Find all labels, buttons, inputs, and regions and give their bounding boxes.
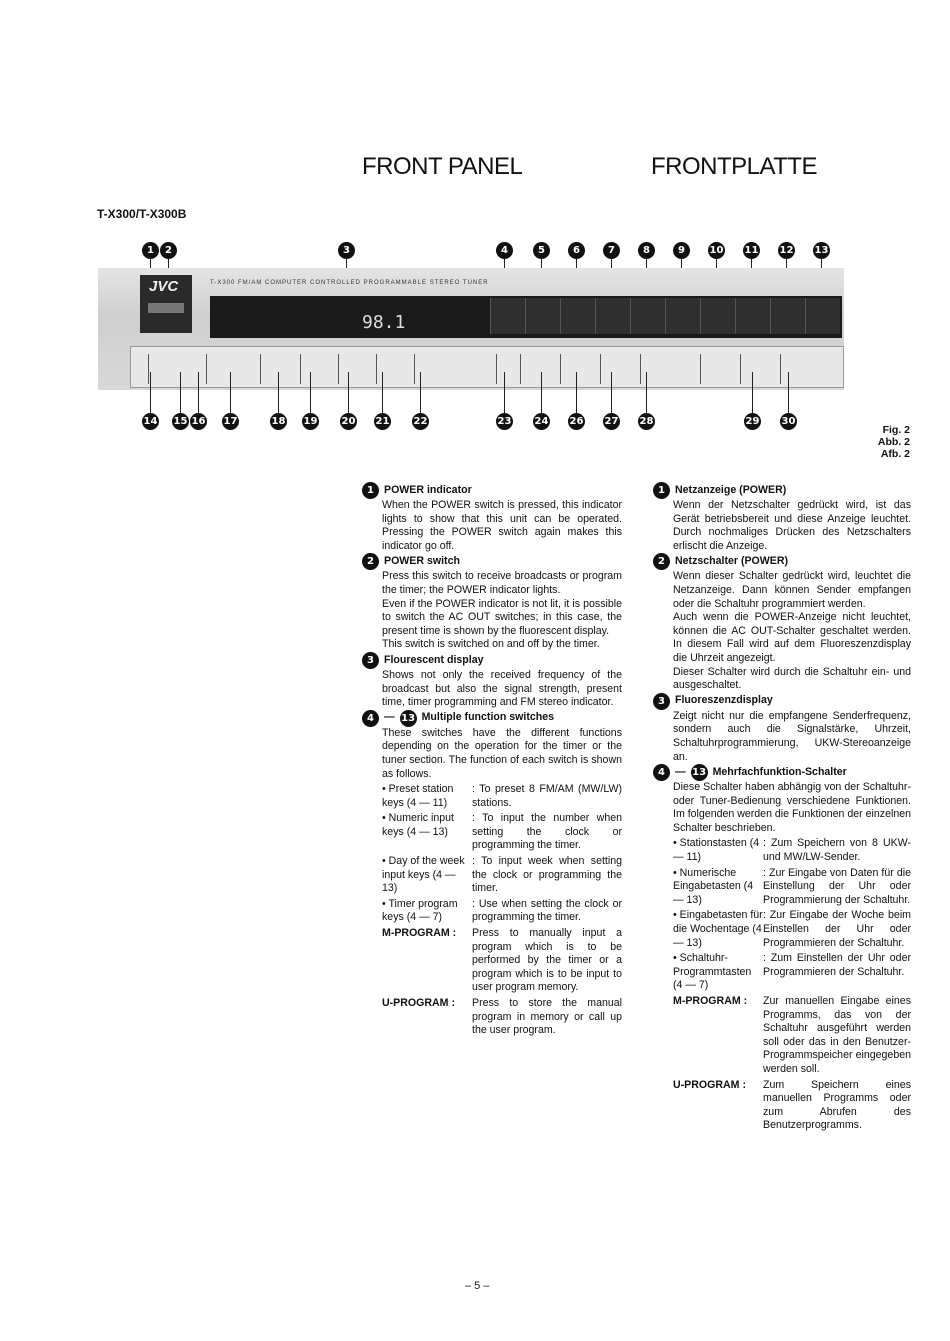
- callout-number: 2: [160, 242, 177, 259]
- item-label: • Stationstasten (4 — 11): [673, 837, 760, 864]
- title-frontplatte: FRONTPLATTE: [651, 153, 818, 180]
- heading-text: Netzanzeige (POWER): [675, 483, 787, 496]
- leader-line: [180, 372, 181, 413]
- item-label: • Day of the week input keys (4 — 13): [382, 855, 465, 895]
- section-text: This switch is switched on and off by the timer.: [382, 638, 600, 651]
- item-desc: : Zum Einstellen der Uhr oder Programmieren der Schaltuhr.: [763, 952, 911, 978]
- section-text: These switches have the different functions depending on the operation for the timer or the tuner section. The function of each switch is shown as follows.: [382, 726, 622, 780]
- power-switch-graphic: [148, 303, 184, 313]
- function-switch: [665, 298, 700, 334]
- figure-label: [850, 424, 910, 460]
- list-item: [673, 1079, 911, 1133]
- function-list: [382, 783, 622, 1038]
- heading-text: POWER switch: [384, 555, 460, 568]
- item-label: • Numeric input keys (4 — 13): [382, 812, 455, 838]
- section-heading: [653, 693, 911, 710]
- list-item: [382, 812, 622, 853]
- leader-line: [420, 372, 421, 413]
- function-list: [673, 837, 911, 1132]
- callout-number: 27: [603, 413, 620, 430]
- fig-nl: Afb. 2: [880, 448, 910, 460]
- key-divider: [300, 354, 301, 384]
- list-item: [382, 855, 622, 896]
- list-item: [382, 997, 622, 1038]
- key-divider: [560, 354, 561, 384]
- key-divider: [780, 354, 781, 384]
- callout-number: 3: [653, 693, 670, 710]
- german-column: [658, 482, 911, 1133]
- key-divider: [520, 354, 521, 384]
- callout-number: 4: [362, 710, 379, 727]
- callout-number: 22: [412, 413, 429, 430]
- item-desc: : To input the number when setting the clock or programming the timer.: [472, 812, 622, 852]
- callout-number: 4: [653, 764, 670, 781]
- fig-en: Fig. 2: [882, 424, 910, 436]
- title-front-panel: FRONT PANEL: [362, 153, 523, 180]
- section-text: Auch wenn die POWER-Anzeige nicht leuchtet, können die AC OUT-Schalter geschaltet werden. In diesem Fall wird auf dem Fluoreszenzdisplay die Uhrzeit angezeigt.: [673, 611, 911, 664]
- function-switch: [770, 298, 805, 334]
- function-switch: [630, 298, 665, 334]
- leader-line: [646, 372, 647, 413]
- callout-number: 3: [338, 242, 355, 259]
- heading-text: POWER indicator: [384, 483, 472, 496]
- callout-number: 2: [362, 553, 379, 570]
- section-text: Zeigt nicht nur die empfangene Senderfrequenz, sondern auch die Signalstärke, Uhrzeit, Schaltuhrprogrammierung, UKW-Stereoanzeige an.: [673, 709, 911, 763]
- key-divider: [148, 354, 149, 384]
- section-text: Shows not only the received frequency of the broadcast but also the signal strength, present time, timer programming and FM stereo indicator.: [382, 668, 622, 709]
- leader-line: [278, 372, 279, 413]
- brand-label: JVC: [149, 278, 179, 295]
- list-item: [382, 783, 622, 810]
- list-item: [673, 995, 911, 1077]
- key-divider: [740, 354, 741, 384]
- heading-text: Fluoreszenzdisplay: [675, 694, 773, 707]
- jvc-logo: [140, 275, 192, 333]
- key-divider: [376, 354, 377, 384]
- function-switch: [700, 298, 735, 334]
- callout-number: 12: [778, 242, 795, 259]
- leader-line: [348, 372, 349, 413]
- section-text: Press this switch to receive broadcasts or program the timer; the POWER indicator lights.: [382, 570, 622, 596]
- section-text: Wenn dieser Schalter gedrückt wird, leuchtet die Netzanzeige. Dann können Sender empfangen oder die Schaltuhr programmiert werden.: [673, 570, 911, 610]
- callout-number: 13: [813, 242, 830, 259]
- callout-number: 13: [400, 710, 417, 727]
- section-heading: [653, 764, 911, 781]
- section-heading: [362, 553, 622, 570]
- section-text: Dieser Schalter wird durch die Schaltuhr ein- und ausgeschaltet.: [673, 665, 911, 692]
- section-heading: [362, 482, 622, 499]
- leader-line: [611, 372, 612, 413]
- list-item: [673, 909, 911, 950]
- item-label: M-PROGRAM :: [382, 927, 457, 940]
- dash: —: [675, 765, 686, 778]
- page-number: – 5 –: [465, 1280, 490, 1292]
- callout-number: 16: [190, 413, 207, 430]
- callout-number: 3: [362, 652, 379, 669]
- list-item: [673, 837, 911, 864]
- callout-number: 19: [302, 413, 319, 430]
- key-divider: [600, 354, 601, 384]
- leader-line: [788, 372, 789, 413]
- callout-number: 10: [708, 242, 725, 259]
- section-heading: [362, 710, 622, 727]
- item-desc: Zum Speichern eines manuellen Programms oder zum Abrufen des Benutzerprogramms.: [763, 1078, 911, 1132]
- item-label: • Preset station keys (4 — 11): [382, 783, 454, 809]
- item-label: • Timer program keys (4 — 7): [382, 897, 458, 924]
- callout-number: 11: [743, 242, 760, 259]
- list-item: [382, 898, 622, 925]
- callout-number: 21: [374, 413, 391, 430]
- heading-text: Netzschalter (POWER): [675, 555, 789, 568]
- item-label: U-PROGRAM :: [382, 997, 455, 1009]
- function-switch: [525, 298, 560, 334]
- heading-text: Flourescent display: [384, 653, 484, 666]
- leader-line: [230, 372, 231, 413]
- key-divider: [640, 354, 641, 384]
- item-desc: : Zur Eingabe der Woche beim Einstellen der Uhr oder Programmieren der Schaltuhr.: [763, 909, 911, 949]
- item-desc: : To input week when setting the clock or programming the timer.: [472, 855, 622, 895]
- function-switch: [595, 298, 630, 334]
- callout-number: 1: [362, 482, 379, 499]
- panel-strip-text: T-X300 FM/AM COMPUTER CONTROLLED PROGRAMMABLE STEREO TUNER: [210, 280, 489, 286]
- item-desc: : Zum Speichern von 8 UKW- und MW/LW-Sender.: [763, 837, 911, 864]
- callout-number: 1: [142, 242, 159, 259]
- callout-number: 18: [270, 413, 287, 430]
- leader-line: [310, 372, 311, 413]
- callout-number: 20: [340, 413, 357, 430]
- key-divider: [700, 354, 701, 384]
- callout-number: 9: [673, 242, 690, 259]
- dash: —: [384, 711, 395, 724]
- list-item: [673, 867, 911, 908]
- display-frequency: 98.1: [362, 312, 406, 333]
- callout-number: 26: [568, 413, 585, 430]
- callout-number: 24: [533, 413, 550, 430]
- leader-line: [382, 372, 383, 413]
- key-divider: [338, 354, 339, 384]
- model-number: T-X300/T-X300B: [97, 207, 187, 221]
- heading-text: Mehrfachfunktion-Schalter: [712, 765, 847, 778]
- callout-number: 23: [496, 413, 513, 430]
- item-desc: Zur manuellen Eingabe eines Programms, das von der Schaltuhr ausgeführt werden soll oder das in den Benutzer-Programmspeicher eingegeben werden soll.: [763, 995, 911, 1075]
- section-text: Diese Schalter haben abhängig von der Schaltuhr- oder Tuner-Bedienung verschiedene Funktionen. Im folgenden werden die Funktionen der einzelnen Schalter beschrieben.: [673, 781, 911, 834]
- callout-number: 28: [638, 413, 655, 430]
- callout-number: 1: [653, 482, 670, 499]
- callout-number: 15: [172, 413, 189, 430]
- item-label: M-PROGRAM :: [673, 995, 748, 1007]
- section-text: Even if the POWER indicator is not lit, it is possible to switch the AC OUT switches; in this case, the present time is shown by the fluorescent display.: [382, 597, 622, 637]
- item-label: U-PROGRAM :: [673, 1078, 746, 1091]
- leader-line: [752, 372, 753, 413]
- item-desc: : Use when setting the clock or programming the timer.: [472, 897, 622, 924]
- heading-text: Multiple function switches: [421, 711, 555, 724]
- item-label: • Schaltuhr-Programmtasten (4 — 7): [673, 952, 752, 992]
- callout-number: 30: [780, 413, 797, 430]
- callout-number: 14: [142, 413, 159, 430]
- key-divider: [260, 354, 261, 384]
- callout-number: 13: [691, 764, 708, 781]
- callout-number: 2: [653, 553, 670, 570]
- item-desc: Press to store the manual program in memory or call up the user program.: [472, 997, 622, 1037]
- section-text: Wenn der Netzschalter gedrückt wird, ist das Gerät betriebsbereit und diese Anzeige leuchtet. Durch nochmaliges Drücken des Netzschalters erlischt die Anzeige.: [673, 499, 911, 552]
- item-desc: : Zur Eingabe von Daten für die Einstellung der Uhr oder Programmierung der Schaltuhr.: [763, 866, 911, 906]
- item-desc: Press to manually input a program which is to be performed by the timer or a program which is to be input to user program memory.: [472, 927, 622, 994]
- callout-number: 5: [533, 242, 550, 259]
- callout-number: 17: [222, 413, 239, 430]
- function-switch: [560, 298, 595, 334]
- callout-number: 4: [496, 242, 513, 259]
- callout-number: 7: [603, 242, 620, 259]
- list-item: [673, 952, 911, 993]
- function-switch: [735, 298, 770, 334]
- item-label: • Numerische Eingabetasten (4 — 13): [673, 866, 754, 906]
- key-divider: [206, 354, 207, 384]
- section-heading: [653, 482, 911, 499]
- callout-number: 29: [744, 413, 761, 430]
- english-column: [367, 482, 622, 1038]
- leader-line: [541, 372, 542, 413]
- leader-line: [150, 372, 151, 413]
- leader-line: [504, 372, 505, 413]
- list-item: [382, 927, 622, 995]
- function-switch: [490, 298, 525, 334]
- section-heading: [653, 553, 911, 570]
- key-divider: [414, 354, 415, 384]
- key-divider: [496, 354, 497, 384]
- item-desc: : To preset 8 FM/AM (MW/LW) stations.: [472, 783, 622, 809]
- leader-line: [198, 372, 199, 413]
- leader-line: [576, 372, 577, 413]
- item-label: • Eingabetasten für die Wochentage (4 — 13): [673, 909, 763, 949]
- function-switch: [805, 298, 840, 334]
- section-heading: [362, 652, 622, 669]
- key-row: [130, 346, 844, 388]
- fig-de: Abb. 2: [877, 436, 910, 448]
- callout-number: 6: [568, 242, 585, 259]
- callout-number: 8: [638, 242, 655, 259]
- section-text: When the POWER switch is pressed, this indicator lights to show that this unit can be operated. Pressing the POWER switch again makes this indicator go off.: [382, 499, 622, 552]
